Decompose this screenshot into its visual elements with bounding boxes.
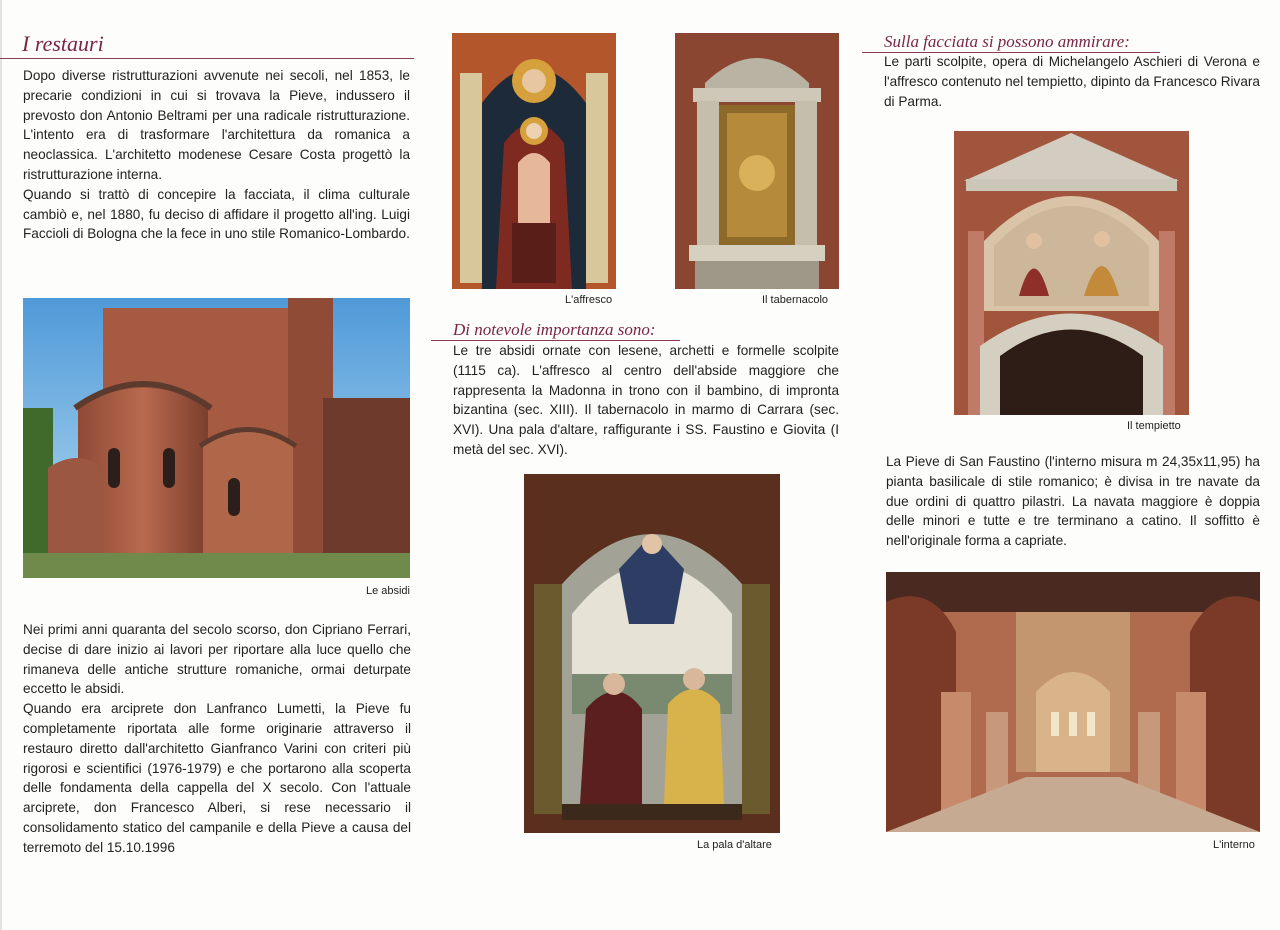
pieve-text: La Pieve di San Faustino (l'interno misura m 24,35x11,95) ha pianta basilicale di stile romanico; è divisa in tre navate da due ordini di quattro pilastri. La navata maggiore è doppia delle minori e tutte e tre terminano a catino. Il soffitto è nell'originale forma a capriate. xyxy=(886,454,1260,549)
importanza-text: Le tre absidi ornate con lesene, archetti e formelle scolpite (1115 ca). L'affresco al centro dell'abside maggiore che rappresenta la Madonna in trono con il bambino, di impronta bizantina (sec. XIII). Il tabernacolo in marmo di Carrara (sec. XVI). Una pala d'altare, raffigurante i SS. Faustino e Giovita (I metà del sec. XVI). xyxy=(453,343,839,457)
caption-tempietto: Il tempietto xyxy=(1127,420,1181,432)
pala-altare-photo xyxy=(524,474,780,833)
absidi-photo xyxy=(23,298,410,578)
facciata-title: Sulla facciata si possono ammirare: xyxy=(884,32,1130,51)
tempietto-photo xyxy=(954,131,1189,415)
restauri-paragraph-3: Nei primi anni quaranta del secolo scorso, don Cipriano Ferrari, decise di dare inizio ai lavori per riportare alla luce quello che rimaneva delle antiche strutture romaniche, ormai deturpate eccetto le absidi. xyxy=(23,622,411,697)
restauri-paragraph-4: Quando era arciprete don Lanfranco Lumetti, la Pieve fu completamente riportata alle forme originarie attraverso il restauro diretto dall'architetto Gianfranco Varini con criteri più rigorosi e scientifici (1976-1979) e che portarono alla scoperta delle fondamenta della cappella del X secolo. Con l'attuale arciprete, don Francesco Alberi, si rese necessario il consolidamento statico del campanile e della Pieve a causa del terremoto del 15.10.1996 xyxy=(23,701,411,855)
caption-tabernacolo: Il tabernacolo xyxy=(762,294,829,306)
restauri-intro xyxy=(23,66,410,244)
restauri-paragraph-1: Dopo diverse ristrutturazioni avvenute nei secoli, nel 1853, le precarie condizioni in cui si trovava la Pieve, indussero il prevosto don Antonio Beltrami per una radicale ristrutturazione. L'intento era di trasformare l'architettura da romanica a neoclassica. L'architetto modenese Cesare Costa progettò la ristrutturazione interna. xyxy=(23,68,410,182)
caption-pala: La pala d'altare xyxy=(697,839,772,851)
caption-affresco: L'affresco xyxy=(565,294,613,306)
caption-interno: L'interno xyxy=(1213,839,1255,851)
caption-absidi: Le absidi xyxy=(365,585,410,597)
restauri-history xyxy=(23,620,411,858)
importanza-title: Di notevole importanza sono: xyxy=(453,320,656,339)
affresco-photo xyxy=(452,33,616,289)
restauri-title-rule xyxy=(0,58,414,59)
facciata-text: Le parti scolpite, opera di Michelangelo Aschieri di Verona e l'affresco contenuto nel tempietto, dipinto da Francesco Rivara di Parma. xyxy=(884,54,1260,109)
restauri-paragraph-2: Quando si trattò di concepire la facciata, il clima culturale cambiò e, nel 1880, fu deciso di affidare il progetto all'ing. Luigi Faccioli di Bologna che la fece in uno stile Romanico-Lombardo. xyxy=(23,186,410,242)
page-edge-line xyxy=(0,0,2,930)
interno-photo xyxy=(886,572,1260,832)
restauri-title: I restauri xyxy=(22,31,104,56)
tabernacolo-photo xyxy=(675,33,839,289)
